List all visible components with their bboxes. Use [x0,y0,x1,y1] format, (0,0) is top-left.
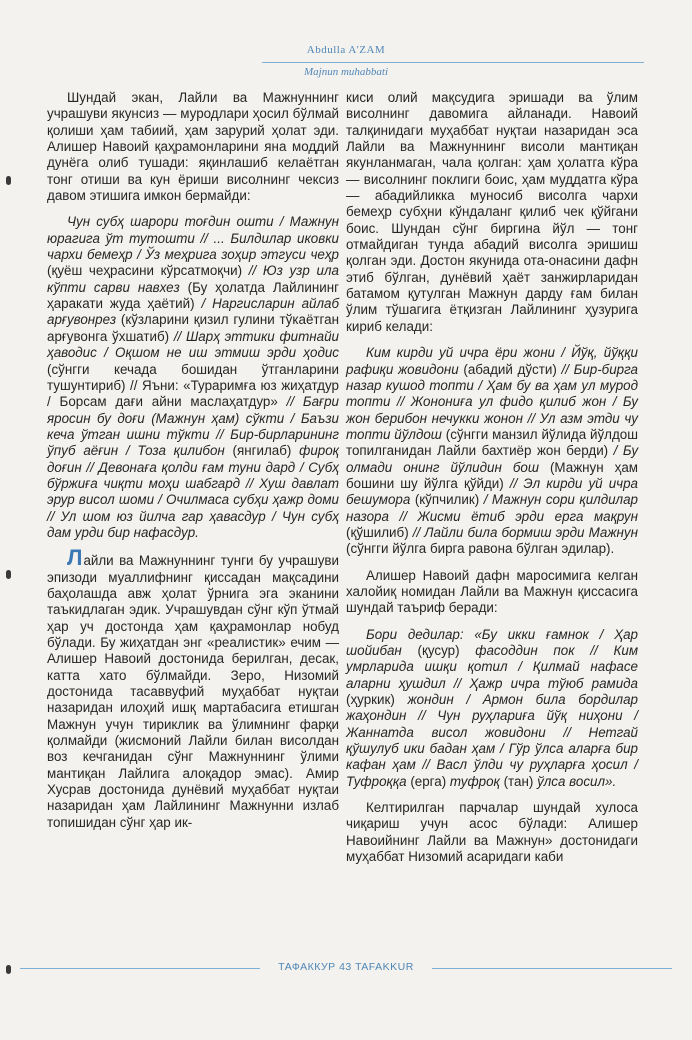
verse-segment: / Бу олмади онинг йўлидин бош [346,443,639,475]
binder-hole [6,570,11,579]
verse-segment: жондин / Армон била бордилар жаҳондин // Чун руҳлариға йўқ ниҳони / Жаннатда висол жовидони // Нетгай қўшулуб ики бадан ҳам / Гўр ўлса аларға бир кафан ҳам // Васл ўлди чу руҳларға ҳосил / Туфроққа [346,692,638,789]
header-rule [262,62,644,63]
verse-segment: // Бир-бирга назар кушод топти / Ҳам бу ва ҳам ул мурод топти // Жонониға ул фидо қилиб жон / Бу жон берибон нечукки жонон // Ул азм этди чу топти йўлдош [346,361,639,442]
header-title: Majnun muhabbati [303,66,389,78]
right-verse-2 [346,627,638,790]
verse-segment: / Мажнун сори қилдилар назора // Жисми ётиб эрди ерга мақрун [346,492,639,524]
verse-segment: (сўнгги кечада бошидан ўтганларини тушунтириб) // Яъни: «Тураримға юз жиҳатдур / Борсам дағи айни маслаҳатдур» [47,361,339,410]
verse-segment: (Мажнун ҳам бошини шу йўлга қўйди) [346,459,639,491]
left-verse [47,214,339,541]
right-verse-1 [346,345,638,557]
left-paragraph-2-text: айли ва Мажнуннинг тунги бу учрашуви эпизоди муаллифнинг қиссадан мақсадини баҳолашда авж ҳолат ўрнига эга эканини таъкидлаган эдик. Учрашувдан сўнг кўп ўтмай ҳар уч достонда ҳам қаҳрамонлар нобуд бўлади. Бу жиҳатдан энг «реалистик» ечим — Алишер Навоий достонида берилган, десак, катта хато бўлмайди. Зеро, Низомий достонида тасаввуфий муҳаббат нуқтаи назаридан илоҳий ишқ мартабасига етишган Мажнун учун тириклик ва ўлимнинг фарқи қолмайди (жисмоний Лайли билан висолдан воз кечганидан сўнг Мажнуннинг ўлими мантиқан Лайлига алоқадор эмас). Амир Хусрав достонида дунёвий муҳаббат нуқтаи назаридан ҳам Лайлининг Мажнунни излаб топишидан сўнг ҳар ик- [47,553,339,830]
verse-segment: Ким кирди уй ичра ёри жони / Йўқ, йўққи рафиқи жовидони [346,345,638,377]
verse-segment: (тан) [499,773,538,789]
verse-segment: (сўнгги йўлга бирга равона бўлган эдилар). [346,541,615,557]
verse-segment: // Лайли била бормиш эрди Мажнун [412,524,638,540]
verse-segment: (кўзларини қизил гулини тўкаётган арғувонга ўхшатиб) [47,312,339,344]
verse-segment: (қўшилиб) [346,524,413,540]
verse-segment: Чун субҳ шарори тоғдин ошти / Мажнун юрагига ўт тутошти // ... Билдилар иковки чархи бемеҳр / Ўз меҳрига зоҳир этгуси чеҳр [47,214,339,263]
binder-hole [6,176,11,185]
verse-segment: (абадий дўсти) [458,361,562,377]
right-paragraph-2: Алишер Навоий дафн маросимига келган халойиқ номидан Лайли ва Мажнун қиссасига шундай таъриф беради: [346,567,638,616]
left-paragraph-1: Шундай экан, Лайли ва Мажнуннинг учрашуви якунсиз — муродлари ҳосил бўлмай қолиши ҳам табиий, ҳам зарурий ҳолат эди. Алишер Навоий қаҳрамонларини яна моддий дунёга олиб тушади: яқинлашиб келаётган тонг отиши ва кун ёриши висолнинг чексиз давом этишига имкон бермайди: [47,90,339,204]
verse-segment: (янгилаб) [224,443,300,459]
footer-rule-right [432,968,672,969]
verse-segment: (ҳуркик) [346,692,408,708]
binder-hole [6,965,11,974]
verse-segment: (қусур) [401,643,476,658]
verse-segment: фасоддин пок // Ким умрларида ишқи қотил / Қилмай нафасе аларни ҳушдил // Ҳажр ичра тўюб рамида [346,643,638,691]
verse-segment: // Шарҳ эттики фитнайи ҳаводис / Оқшом не иш этмиш эрди ҳодис [47,328,339,361]
right-paragraph-3: Келтирилган парчалар шундай хулоса чиқариш учун асос бўлади: Алишер Навоийнинг Лайли ва Мажнун» достонидаги муҳаббат Низомий асаридаги каби [346,800,638,865]
verse-segment: Бори дедилар: «Бу икки ғамнок / Ҳар шойибан [346,626,638,658]
verse-segment: // Юз узр ила кўпти сарви навхез [47,263,339,295]
right-paragraph-1: киси олий мақсудига эришади ва ўлим висолнинг давомига айланади. Навоий талқинидаги муҳаббат нуқтаи назаридан эса Лайли ва Мажнуннинг висоли мантиқан якунланмаган, чала қолган: ҳам ҳолатга кўра — висолнинг поклиги боис, ҳам муддатга кўра — абадийликка муносиб висолга чархи бемеҳр субҳни кўндаланг қилиб чек қўйгани боис. Шундан сўнг биргина йўл — тонг отмайдиган тунда абадий висолга эришиш қолган эди. Достон якунида ота-онасини дафн этиб бўлган, дунёвий ҳаёт занжирларидан батамом қутулган Мажнун дарду ғам билан ўлим тўшагига ётқизган Лайлининг ҳузурига кириб келади: [346,90,638,334]
right-column [346,90,638,865]
verse-segment: (кўпчилик) [410,492,484,508]
left-column [47,90,339,831]
verse-segment: туфроқ [449,773,500,789]
header-author: Abdulla A'ZAM [306,44,386,56]
verse-segment: // Эл кирди уй ичра бешумора [346,475,638,508]
verse-segment: ўлса восил». [537,773,617,789]
verse-segment: (Бу ҳолатда Лайлининг ҳаракати жуда ҳаётий) [47,279,339,312]
verse-segment: (қуёш чеҳрасини кўрсатмоқчи) [47,263,249,279]
verse-segment: / Наргисларин айлаб арғувонрез [47,296,339,328]
drop-cap: Л [67,545,83,571]
verse-segment: (сўнгги манзил йўлида йўлдош топилганидан Лайли бахтиёр жон берди) [346,426,639,459]
left-paragraph-2 [47,545,339,831]
verse-segment: (ерга) [406,773,450,789]
verse-segment: фироқ доғин // Девонаға қолди ғам туни дард / Субҳ бўржиға чиқти моҳи шабгард // Хуш давлат эрур висол шоми / Очилмаса субҳи ҳажр доми // Ул шом юз йилча гар ҳавасдур / Чун субҳ дам урди бир нафасдур. [47,443,339,540]
footer-page-label: ТАФАККУР 43 TAFAKKUR [278,961,414,973]
verse-segment: // Бағри яросин бу доғи (Мажнун ҳам) сўкти / Баъзи кеча ўтган ишни тўкти // Бир-бирларининг ўпуб аёғин / Тоза қилибон [47,394,339,459]
